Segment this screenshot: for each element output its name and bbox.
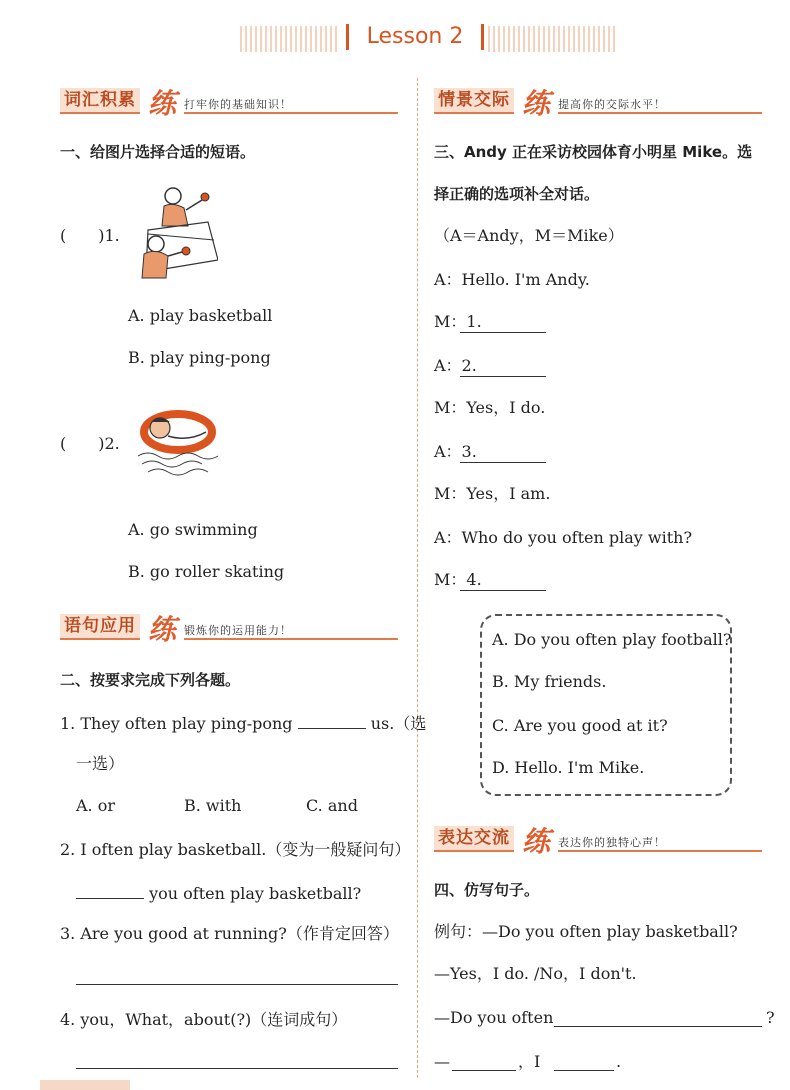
sentence-banner-lian: 练 (148, 613, 177, 646)
section3-title-l2: 择正确的选项补全对话。 (434, 185, 600, 203)
s2-q1-opt-b: B. with (184, 796, 242, 815)
express-banner-sub: 表达你的独特心声！ (558, 836, 666, 849)
scene-banner-lian: 练 (522, 87, 551, 120)
footer-decoration (40, 1080, 130, 1090)
dialog-blank-3[interactable] (460, 462, 546, 463)
q2-paren: ( )2. (60, 434, 120, 453)
section4-ans-end: . (616, 1052, 622, 1071)
s2-q1-opt-c: C. and (306, 796, 358, 815)
dialog-line-1: A：Hello. I'm Andy. (434, 270, 590, 289)
s2-q2-answer-line (76, 882, 361, 904)
q2-option-b: B. go roller skating (128, 562, 285, 581)
option-a: A. Do you often play football? (492, 630, 732, 649)
s2-q1-cont: 一选） (76, 754, 125, 773)
dialog-blank-2[interactable] (460, 376, 546, 377)
s2-q4: 4. you，What，about(?)（连词成句） (60, 1010, 348, 1029)
sentence-banner (60, 614, 400, 644)
vocab-banner-label: 词汇积累 (60, 88, 140, 114)
section2-title: 二、按要求完成下列各题。 (60, 671, 241, 689)
dialog-line-3: A：2. (434, 356, 477, 375)
sentence-banner-label: 语句应用 (60, 614, 140, 640)
sentence-banner-line (184, 638, 398, 640)
section4-example-answer: —Yes，I do. /No，I don't. (434, 964, 637, 983)
q1-option-b: B. play ping-pong (128, 348, 271, 367)
s2-q2: 2. I often play basketball.（变为一般疑问句） (60, 840, 411, 859)
dialog-line-8: M：4. (434, 570, 482, 589)
option-c: C. Are you good at it? (492, 716, 668, 735)
scene-banner-sub: 提高你的交际水平！ (558, 98, 666, 111)
s2-q2-blank[interactable] (76, 882, 144, 899)
express-banner (434, 826, 774, 856)
header-bar-left (346, 24, 349, 50)
vocab-banner-sub: 打牢你的基础知识！ (184, 98, 292, 111)
ping-pong-image (128, 182, 218, 282)
q1-paren: ( )1. (60, 226, 120, 245)
dialog-line-4: M：Yes，I do. (434, 398, 546, 417)
dialog-blank-4[interactable] (460, 590, 546, 591)
express-banner-lian: 练 (522, 825, 551, 858)
s2-q3-answer-line[interactable] (76, 984, 398, 985)
section3-note: （A＝Andy，M＝Mike） (434, 226, 624, 245)
s2-q1-blank[interactable] (298, 712, 366, 729)
s2-q2-ans: you often play basketball? (149, 884, 362, 903)
dialog-line-7: A：Who do you often play with? (434, 528, 693, 547)
header-decoration-left (240, 26, 340, 52)
scene-banner (434, 88, 774, 118)
header-decoration-right (488, 26, 618, 52)
sentence-banner-sub: 锻炼你的运用能力！ (184, 624, 292, 637)
s2-q4-answer-line[interactable] (76, 1068, 398, 1069)
s2-q1 (60, 712, 426, 734)
section4-ans-mid: ，I (518, 1052, 541, 1071)
section4-example: 例句：—Do you often play basketball? (434, 922, 738, 941)
s2-q3: 3. Are you good at running?（作肯定回答） (60, 924, 399, 943)
dialog-line-5: A：3. (434, 442, 477, 461)
lesson-title: Lesson 2 (366, 24, 464, 49)
option-d: D. Hello. I'm Mike. (492, 758, 645, 777)
page-header (0, 0, 790, 80)
section4-qmark: ? (766, 1008, 775, 1027)
s2-q1-part1: 1. They often play ping-pong (60, 714, 293, 733)
header-bar-right (481, 24, 484, 50)
vocab-banner (60, 88, 400, 118)
vocab-banner-line (184, 112, 398, 114)
q1-option-a: A. play basketball (128, 306, 273, 325)
s2-q1-opt-a: A. or (76, 796, 116, 815)
section4-ans-dash: — (434, 1052, 450, 1071)
section4-prompt: —Do you often (434, 1008, 554, 1027)
s2-q1-part2: us.（选 (370, 714, 427, 733)
q2-option-a: A. go swimming (128, 520, 258, 539)
option-b: B. My friends. (492, 672, 607, 691)
scene-banner-line (558, 112, 762, 114)
column-divider (417, 78, 418, 1078)
express-banner-label: 表达交流 (434, 826, 514, 852)
vocab-banner-lian: 练 (148, 87, 177, 120)
dialog-blank-1[interactable] (460, 332, 546, 333)
section4-title: 四、仿写句子。 (434, 881, 540, 899)
scene-banner-label: 情景交际 (434, 88, 514, 114)
section1-title: 一、给图片选择合适的短语。 (60, 143, 256, 161)
section3-title-l1: 三、Andy 正在采访校园体育小明星 Mike。选 (434, 143, 753, 161)
swimming-image (128, 402, 228, 482)
dialog-line-2: M：1. (434, 312, 482, 331)
express-banner-line (558, 850, 762, 852)
section4-ans-blank-2[interactable] (554, 1070, 614, 1071)
section4-ans-blank-1[interactable] (452, 1070, 516, 1071)
section4-prompt-blank[interactable] (554, 1026, 762, 1027)
dialog-line-6: M：Yes，I am. (434, 484, 551, 503)
